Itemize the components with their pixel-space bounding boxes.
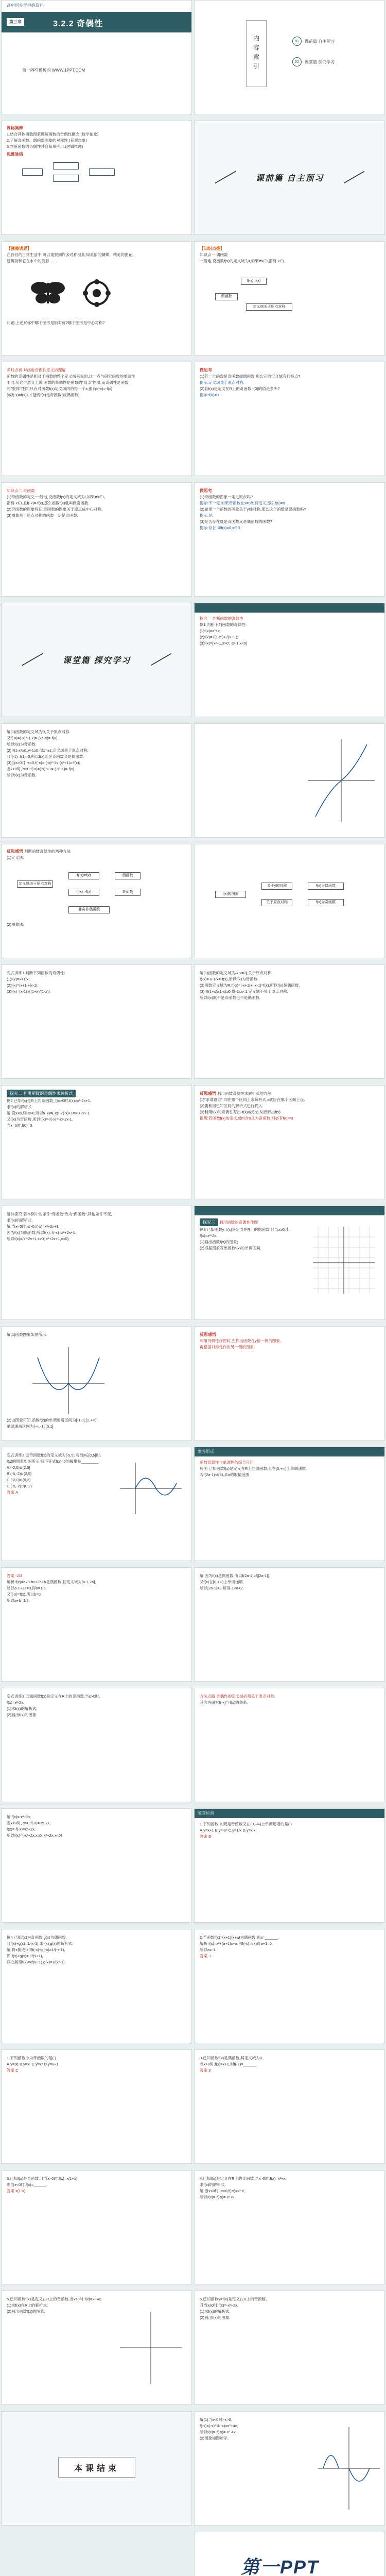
slide-think-2[interactable] [194,482,385,597]
variant-line: (2)画出f(x)的图象. [7,1713,38,1717]
mindmap-node [53,162,79,170]
variant-line: 变式训练2 设奇函数f(x)的定义域为[-5,5],若当x∈[0,5]时, [7,1453,101,1458]
exercise-line: (2)画出函数f(x)的图象. [7,2309,45,2314]
explore-line: (2)根据图象写出函数f(x)的单调区间. [200,1246,261,1250]
answer-line: 答案 -2/3 [7,1573,23,1578]
toc-number: 01 [292,37,302,46]
exercise-answer: 答案 x(1-x) [7,2189,26,2193]
literacy-text [200,1460,379,1478]
slide-solution-graph[interactable] [194,723,385,838]
method-line: 方法点睛 奇偶性的定义域必须关于原点对称, [200,1694,275,1699]
flow-node: 非奇非偶函数 [68,906,110,913]
slide-extension[interactable] [1,1206,192,1320]
exercise-line: 1.下列函数中为奇函数的是( ) [7,2056,56,2060]
think-line: (1)奇函数的图象一定过原点吗? [200,495,253,499]
flow-node: 定义域关于原点对称 [17,880,53,888]
solution-line: f(x)=-f(-x)=x²+2x. [7,1827,36,1832]
slide-header-bar [195,603,384,613]
quiz-3-text [200,2055,379,2074]
variant-line: (3)f(x)=(x-1)√((1+x)/(1-x)). [7,989,51,994]
explore-1-text [200,616,379,647]
slide-quiz-4[interactable] [194,2170,385,2284]
explore-line: 又f(x)为奇函数,所以f(x)=-f(-x)=-x²-2x-1. [7,1117,73,1122]
example-line: 即-f(x)+g(x)=-1/(x+1), [7,1954,43,1958]
example-line: 且f(x)+g(x)=1/(x-1),求f(x),g(x)的解析式. [7,1941,74,1946]
reflection-line: (2)图象法: [7,922,24,927]
explore-line: 例2 已知f(x)是R上的奇函数,当x>0时,f(x)=x²-2x+1, [7,1098,91,1103]
example-line: 例4 已知f(x)为奇函数,g(x)为偶函数, [7,1935,67,1940]
solution-line: (2)由1-x²≥0,x²-1≥0,得x=±1,定义域关于原点对称, [7,748,89,753]
answer-line: 又f(-x)=f(x),所以b=0. [7,1592,42,1597]
explore-2-text [7,1090,186,1129]
exercise-line: A.y=|x| B.y=x² C.y=x³ D.y=x+1 [7,2062,59,2066]
reflection-1-text-2 [7,922,186,928]
exercise-line: (1)求f(x)在R上的解析式; [7,2303,48,2308]
solution-line: 所以f(x)=-f(-x)=-x²-4x. [200,2430,237,2434]
slide-reflection-3[interactable] [194,1326,385,1440]
slide-method[interactable] [194,1688,385,1802]
slide-motivation[interactable] [1,241,192,355]
motivation-line: 在我们的日常生活中,可以观察到许多对称现象,如美丽的蝴蝶、精美的窗花、 [7,252,136,257]
exercise-3-text [7,2176,186,2194]
logo-area [195,2532,384,2576]
slide-section-1[interactable] [194,121,385,235]
solution-line: 所以|2a-1|<3,解得-1<a<2. [200,1586,244,1590]
note-line: 函数的奇偶性是相对于函数的整个定义域来说的,这一点与研究函数的单调性 [7,374,135,379]
mindmap-node [53,175,79,182]
quiz-5-text [200,2296,379,2321]
reflection-line: (2)要利用已知区间的解析式进行代入. [200,1104,264,1108]
slide-solution-2[interactable] [194,964,385,1079]
flow-node: 偶函数 [115,872,141,879]
knowledge-tag: 【知识点拨】 [200,246,224,251]
slide-solution-3[interactable] [1,1808,192,1923]
exercise-line: 5.已知函数f(x)是定义在R上的奇函数,当x≥0时,f(x)=x²-4x. [7,2297,102,2301]
variant-line: f(x)=x²-2x. [7,1700,24,1705]
think-line: 提示:是. [200,513,214,518]
extension-line: 求f(x)的解析式. [7,1218,33,1223]
slide-variant-3[interactable] [1,1688,192,1802]
quiz-line: 所以a=-1. [200,1947,217,1952]
flow-node: 偶函数 [215,293,238,300]
flow-node: f(x)的图象 [215,891,246,898]
solution-line: 解(1)函数的定义域为R,关于原点对称. [7,730,71,734]
slide-literacy[interactable] [194,1447,385,1561]
reflection-line: 提醒:若函数f(x)的定义域内含0且为奇函数,则必有f(0)=0. [200,1116,294,1121]
quiz-line: (2)画出f(x)的图象. [200,2315,231,2320]
reflection-line: 再根据对称性作出另一侧的图象. [200,1345,255,1349]
objective-line: 3.判断函数的奇偶性并会简单应用.(逻辑推理) [7,144,83,149]
curve-left [323,2455,339,2468]
think-line: (2)如果一个函数的图象关于y轴对称,那么这个函数是偶函数吗? [200,507,306,512]
slide-answer[interactable] [1,1567,192,1682]
explore-line: 例3 已知函数y=f(x)是定义在R上的偶函数,且当x≥0时, [200,1227,290,1232]
slide-variant-1[interactable] [1,964,192,1079]
variant-line: (2)f(x)=|x+1|+|x-1|; [7,983,39,988]
variant-answer: 答案 A [7,1490,19,1495]
quiz-answer: 答案 3 [200,2068,211,2073]
flow-node: f(-x)=f(x) [241,278,267,285]
quiz-5-graph [195,2412,385,2526]
grid-graph [195,1206,385,1320]
variant-3-text [7,1693,186,1718]
literacy-line: 典例 已知函数f(x)是定义在R上的偶函数,且在[0,+∞)上单调递增, [200,1466,307,1471]
quiz-line: 2.若函数f(x)=(x+1)(x+a)为偶函数,则a=______. [200,1935,279,1940]
flow-node: 关于原点对称 [261,899,292,906]
odd-line: 知识点二 奇函数 [7,488,35,493]
slide-header-bar [195,1809,384,1818]
odd-function-text [7,488,186,519]
objectives-tag: 课标阐释 [7,126,23,130]
slide-exercise-1[interactable] [1,2049,192,2164]
solution-line: 解 f(x)=-x²+2x, [7,1815,31,1819]
solution-line: (2)图象如图所示. [200,2436,229,2441]
toc-label: 课前篇 自主预习 [305,39,335,44]
slide-exercise-3[interactable] [1,2170,192,2284]
method-text [200,1693,379,1706]
graph-line: 单调递减区间为(-∞,-1],[0,1]. [7,1424,55,1429]
curve-right [349,2468,370,2481]
question-text [7,320,186,326]
literacy-line: 函数奇偶性与单调性的综合应用 [200,1460,254,1465]
slide-header-bar [195,1447,384,1456]
series-label: 高中同步学导练资料 [7,3,44,8]
literacy-tag: 素养形成 [198,1449,214,1454]
function-curve [135,1478,177,1495]
think-line: 提示:不一定.如果奇函数在x=0处有定义,那么f(0)=0. [200,501,286,505]
variant-line: B.(-5,-2)∪(2,5] [7,1471,31,1476]
think-1-text [200,367,379,398]
quiz-line: 且当x≥0时,f(x)=-x²+2x. [200,2303,238,2308]
solution-line: f(-x)=(-x)²-4(-x)=x²+4x, [200,2424,238,2428]
reflection-line: (1)"求谁设谁",即在哪个区间上求解析式,x就应在哪个区间上设. [200,1097,305,1102]
think-line: (1)若一个函数是奇函数或偶函数,那么它的定义域有何特点? [200,374,301,379]
quiz-line: 当x>0时,f(x)=x+1,则f(-2)=______. [200,2062,257,2066]
note-line: 名师点析 对函数奇偶性定义的理解 [7,368,66,372]
slide-quiz[interactable] [194,1808,385,1923]
exercise-1-text [7,2055,186,2074]
section-title: 课前篇 自主预习 [255,174,324,183]
reflection-line: (1)定义法: [7,855,24,860]
reflection-1-text [7,849,186,861]
explore-line: 例1 判断下列函数的奇偶性: [200,622,247,627]
think-line: 提示:f(0)=0. [200,393,220,397]
solution-line: 且f(-1)=f(1)=0,所以f(x)既是奇函数又是偶函数. [7,754,84,759]
exercise-line: 3.已知f(x)是奇函数,且当x>0时,f(x)=x(1+x), [7,2176,79,2181]
slide-example-4[interactable] [1,1929,192,2043]
quiz-line: 4.已知f(x)是定义在R上的奇函数,当x>0时,f(x)=x²+x, [200,2176,287,2181]
literacy-line: 若f(2a-1)<f(3),求a的取值范围. [200,1472,251,1477]
slide-exercise-5[interactable] [1,2291,192,2405]
extension-line: 因为f(x)为偶函数,所以f(x)=f(-x)=x²+2x+1. [7,1230,77,1235]
variant-line: f(x)的图象如图所示,则不等式f(x)<0的解集是________. [7,1459,100,1464]
odd-line: 都有-x∈I,且f(-x)=-f(x),那么函数f(x)就叫做奇函数. [7,501,90,505]
example-4-text [7,1935,186,1965]
explore-line: (1)f(x)=x³+x; [200,629,221,633]
quiz-tag: 随堂检测 [198,1811,214,1816]
slide-teacher-note[interactable] [1,362,192,476]
method-line: 其次再研究f(-x)与f(x)的关系. [200,1700,248,1705]
example-line: 解 将x换成-x得f(-x)+g(-x)=1/(-x-1), [7,1947,65,1952]
think-line: 提示:存在,如f(x)=0,x∈R. [200,526,241,530]
odd-line: (2)奇函数的图象特征:奇函数的图象关于原点成中心对称. [7,507,102,512]
quiz-4-text [200,2176,379,2200]
answer-line: 解析 f(x)=ax²+bx+3a+b是偶函数,且定义域为[a-1,2a], [7,1580,96,1584]
section-banner [215,165,364,189]
reflection-heading: 判断函数奇偶性的两种方法 [24,849,71,854]
objective-line: 2.了解奇函数、偶函数图象的对称性.(直观想象) [7,138,87,143]
solution-line: 所以f(x)={-x²+2x,x≥0; x²+2x,x<0} [7,1833,62,1838]
solution-graph [195,724,385,838]
variant-line: (1)f(x)=x+1/x; [7,977,30,981]
solution-line: (2)函数定义域为R,f(-x)=|-x+1|+|-x-1|=f(x),所以f(x)是偶函数. [200,983,300,988]
explore-3-heading: 利用函数的奇偶性作图 [219,1220,258,1225]
quiz-answer: 答案 D [200,1834,212,1839]
extension-line: 解 当x<0时,-x>0,f(-x)=x²+2x+1, [7,1224,60,1229]
slide-explore-2[interactable] [1,1085,192,1199]
explore-line: (2)f(x)=√(1-x²)+√(x²-1); [200,635,238,639]
graph-solution-text-2 [7,1417,186,1430]
chapter-badge: 第三章 [7,18,24,26]
extension-line: 所以f(x)={x²-2x+1,x≥0; x²+2x+1,x<0} [7,1236,69,1241]
variant-line: (1)求f(x)的解析式; [7,1706,38,1711]
quiz-2-text [200,1935,379,1959]
solution-line: f(-x)=-x-1/x=-f(x),所以f(x)为奇函数. [200,977,259,981]
objectives-text [7,125,186,158]
quiz-line: 求f(x)的解析式. [200,2182,226,2187]
note-line: 不同,从这个意义上说,函数的单调性是函数的"局部"性质,而奇偶性是函数 [7,380,129,385]
reflection-line: 利用奇偶性作图时,先作出函数在y轴一侧的图象, [200,1338,281,1343]
solution-line: 解 因为f(x)是偶函数,所以f(2a-1)=f(|2a-1|), [200,1573,271,1578]
explore-3-tag: 探究三 [200,1218,218,1226]
mindmap-node [22,168,43,176]
reflection-heading: 利用函数奇偶性求解析式的方法 [217,1091,272,1096]
motivation-line: 建筑物和它在水中的倒影…… [7,259,57,263]
explore-line: 解 设x<0,则-x>0,所以f(-x)=(-x)²-2(-x)+1=x²+2x+1. [7,1111,91,1115]
solution-2-text [200,970,379,1001]
reflection-tag: 反思感悟 [200,1332,216,1337]
teacher-note-text [7,367,186,398]
slide-explore-1[interactable] [194,603,385,717]
flow-node: 奇函数 [115,889,141,896]
quiz-answer: 答案 -1 [200,1954,212,1958]
slide-explore-3[interactable] [194,1206,385,1320]
slide-title[interactable] [1,0,192,114]
flow-node: f(-x)=f(x) [68,872,99,879]
quiz-line: 1.下列函数中,既是奇函数又在(0,+∞)上单调递增的是( ) [200,1822,292,1826]
quiz-line: 3.已知函数f(x)是偶函数,其定义域为R, [200,2056,264,2060]
slide-ppt-logo[interactable] [194,2532,385,2576]
flow-node: f(-x)=-f(x) [68,889,99,896]
variant-line: 变式训练3 已知函数f(x)是定义在R上的奇函数,当x>0时, [7,1694,100,1699]
solution-line: 又f(x)在[0,+∞)上单调递增, [200,1580,244,1584]
variant-2-graph [2,1447,192,1561]
knowledge-line: 一般地,设函数f(x)的定义域为I,如果∀x∈I,都有-x∈I, [200,259,286,263]
quiz-line: 所以f(x)=-f(-x)=-x²+x. [200,2195,236,2199]
graph-line: 解(1)函数图象如图所示. [7,1332,47,1337]
odd-line: (3)图象关于原点对称的函数一定是奇函数. [7,513,78,518]
solution-line: 当x<0时,-x>0,f(-x)=(-x)²+1=-(-x²-1)=-f(x). [7,767,76,771]
mindmap-node [89,168,115,176]
answer-text [7,1573,186,1604]
question-line: 问题:上述对称中哪个图形是轴对称?哪个图形是中心对称? [7,320,105,325]
quiz-line: 解析 f(x)=x²+(a+1)x+a,由f(-x)=f(x)得a+1=0, [200,1941,273,1946]
solution-3-text [7,1814,186,1839]
right-column [194,0,385,2576]
slide-reflection-1[interactable] [1,844,192,958]
knowledge-1-text [200,246,379,264]
reflection-3-text [200,1332,379,1350]
solution-line: 解(1)函数的定义域为{x|x≠0},关于原点对称. [200,971,273,975]
solution-1-text [7,729,186,778]
objective-line: 1.结合具体函数图象理解函数的奇偶性概念.(数学抽象) [7,132,99,137]
note-line: (或f(-x)=f(x)),才能说f(x)是奇函数(或偶函数). [7,393,81,397]
window-flower-icon [83,279,111,307]
slide-graph-solution[interactable] [1,1326,192,1440]
solution-line: 所以f(x)为奇函数. [7,773,37,777]
flow-node: 定义域关于原点对称 [246,303,292,311]
extension-line: 延伸探究 若本例中的条件"奇函数"改为"偶函数",其他条件不变, [7,1212,112,1216]
flow-node: 关于y轴对称 [261,883,292,890]
think-line: (2)若f(x)是定义在R上的奇函数,f(0)的值是多少? [200,386,280,391]
toc-item-explore[interactable] [292,57,335,66]
note-line: 的"整体"性质,只有对函数f(x)定义域内的每一个x,都有f(-x)=-f(x) [7,386,113,391]
slide-quiz-5[interactable] [194,2291,385,2405]
odd-line: (1)奇函数的定义:一般地,设函数f(x)的定义域为I,如果∀x∈I, [7,495,105,499]
think-tag: 微思考 [200,368,212,372]
graph-line: (2)由图象可知,函数f(x)的单调递增区间为[-1,0],[1,+∞); [7,1418,98,1422]
end-box [58,2457,135,2478]
variant-line: 变式训练1 判断下列函数的奇偶性: [7,971,65,975]
explore-line: f(x)=x²-2x. [200,1233,217,1238]
slide-solution-1[interactable] [1,723,192,838]
ppt-logo: 第一PPT [241,2556,320,2576]
think-line: 提示:定义域关于原点对称. [200,380,244,385]
extension-text [7,1211,186,1242]
literacy-solution-text [200,1573,379,1591]
reflection-2-text [200,1091,379,1122]
quiz-line: 解 当x<0时,-x>0,f(-x)=x²-x, [200,2189,245,2193]
solution-line: 又f(-x)=(-x)³+(-x)=-(x³+x)=-f(x), [7,736,59,740]
solution-line: 当x<0时,-x>0,f(-x)=-x²-2x, [7,1821,51,1825]
toc-number: 02 [292,57,302,66]
slide-quiz-2[interactable] [194,1929,385,2043]
slide-section-2[interactable] [1,603,192,717]
knowledge-line: 知识点一 偶函数 [200,252,228,257]
section-banner [22,648,171,671]
variant-line: A.(-2,0)∪(2,5] [7,1465,30,1470]
answer-line: 所以a+b=1/3. [7,1598,30,1603]
mindmap-tag: 思维脉络 [7,152,23,157]
quiz-line: (1)求f(x)的解析式; [200,2309,231,2314]
slide-odd-function[interactable] [1,482,192,597]
variant-line: C.(-2,0)∪(0,2) [7,1478,31,1482]
flow-node: f(x)为奇函数 [308,899,344,906]
slide-objectives[interactable] [1,121,192,235]
exercise-line: 则当x<0时,f(x)=______. [7,2182,48,2187]
reflection-tag: 反思感悟 [200,1091,216,1096]
end-label: 本课结束 [74,2464,119,2473]
slide-contents[interactable] [194,0,385,114]
explore-2-heading: 探究二 利用函数的奇偶性求解析式 [7,1090,76,1097]
slide-reflection-2[interactable] [194,1085,385,1199]
explore-line: (3)f(x)={x²+1,x>0; -x²-1,x<0} [200,641,248,646]
variant-line: D.(-5,-2)∪(0,2) [7,1484,32,1488]
quiz-line: A.y=x+1 B.y=-x³ C.y=1/x D.y=x|x| [200,1828,257,1833]
toc-label: 课堂篇 探究学习 [305,59,335,64]
solution-line: (3)由(1+x)/(1-x)≥0,得-1≤x<1,定义域不关于原点对称, [200,989,288,994]
slide-quiz-5-solution[interactable] [194,2411,385,2526]
solution-line: 所以f(x)既不是奇函数也不是偶函数. [200,995,260,1000]
site-label: 第一PPT模板网 WWW.1PPT.COM [22,68,85,73]
section-title: 课堂篇 探究学习 [62,656,131,665]
slide-think-1[interactable] [194,362,385,476]
quiz-line: 5.已知函数y=f(x)是定义在R上的奇函数, [200,2297,267,2301]
solution-line: (3)当x>0时,-x<0,f(-x)=-(-x)²-1=-(x²+1)=-f(x); [7,760,80,765]
explore-line: 当x=0时,f(0)=0. [7,1123,33,1128]
toc-item-preview[interactable] [292,37,335,46]
explore-heading: 探究一 判断函数的奇偶性 [200,616,243,621]
slide-literacy-solution[interactable] [194,1567,385,1682]
think-2-text [200,488,379,531]
reflection-line: (3)利用f(x)的奇偶性写出-f(x)或f(-x),从而解出f(x). [200,1110,282,1114]
reflection-tag: 反思感悟 [7,849,23,854]
explore-line: (1)画出函数f(x)的图象; [200,1240,238,1244]
flow-node: f(x)为偶函数 [308,883,344,890]
explore-line: 求f(x)的解析式. [7,1105,33,1109]
think-line: (3)是否存在既是奇函数又是偶函数的函数? [200,519,272,524]
butterfly-icon [31,282,65,303]
contents-vertical-box [246,20,267,87]
think-tag: 微思考 [200,488,212,493]
variant-1-text [7,970,186,995]
slide-reflection-graph[interactable] [194,844,385,958]
title-banner [2,12,191,32]
left-column [1,0,192,2532]
answer-line: 所以a-1+2a=0,得a=1/3. [7,1586,47,1590]
slide-end[interactable] [1,2411,192,2526]
example-line: 联立解得f(x)=x/(x²-1),g(x)=1/(x²-1). [7,1960,66,1964]
solution-line: 解(1)当x<0时,-x>0, [200,2417,232,2422]
lesson-title: 3.2.2 奇偶性 [53,20,103,28]
butterfly-illustration [2,242,192,355]
exercise-answer: 答案 C [7,2068,19,2073]
quiz-text [200,1821,379,1840]
exercise-5-graph [2,2291,192,2405]
contents-vertical-label: 内容索引 [252,35,260,72]
slide-knowledge-1[interactable] [194,241,385,355]
slide-quiz-3[interactable] [194,2049,385,2164]
motivation-tag: 【激趣诱思】 [7,246,31,251]
slide-variant-2[interactable] [1,1447,192,1561]
solution-line: 所以f(x)为奇函数. [7,742,37,747]
